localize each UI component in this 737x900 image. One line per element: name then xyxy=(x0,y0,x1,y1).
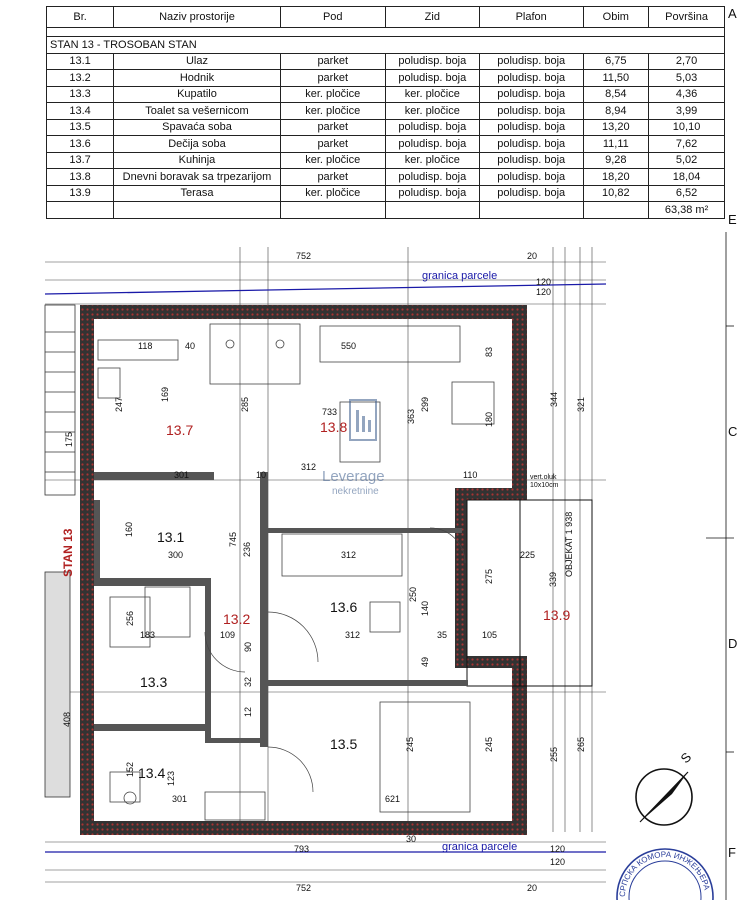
dim: 312 xyxy=(301,462,317,472)
frame-letter-a: A xyxy=(728,6,737,21)
cell-naziv: Kupatilo xyxy=(114,86,281,103)
dim: 120 xyxy=(550,857,566,867)
cell-br: 13.9 xyxy=(47,185,114,202)
cell-naziv: Ulaz xyxy=(114,53,281,70)
dim: 90 xyxy=(243,641,253,652)
vert-note-1: vert.oluk xyxy=(530,474,557,481)
dim: 105 xyxy=(482,630,498,640)
cell-pod: ker. pločice xyxy=(280,86,385,103)
section-title: STAN 13 - TROSOBAN STAN xyxy=(47,37,725,54)
room-label-13-1: 13.1 xyxy=(157,529,185,545)
dim: 49 xyxy=(420,656,430,667)
vert-note-2: 10x10cm xyxy=(530,482,559,489)
dim: 40 xyxy=(185,341,196,351)
cell-br: 13.5 xyxy=(47,119,114,136)
room-label-13-5: 13.5 xyxy=(330,736,358,752)
objekat-label: OBJEKAT 1 938 xyxy=(564,511,574,577)
dim: 183 xyxy=(140,630,156,640)
room-label-13-9: 13.9 xyxy=(543,607,571,623)
total-area: 63,38 m² xyxy=(649,202,725,219)
dim: 30 xyxy=(406,834,417,844)
right-frame xyxy=(706,232,734,900)
col-obim: Obim xyxy=(583,7,649,28)
parcel-line-top xyxy=(45,284,606,294)
cell-zid: ker. pločice xyxy=(385,86,479,103)
cell-br: 13.7 xyxy=(47,152,114,169)
dim: 120 xyxy=(536,287,552,297)
dim: 225 xyxy=(520,550,536,560)
cell-plafon: poludisp. boja xyxy=(479,53,583,70)
table-row xyxy=(47,152,725,169)
section-row xyxy=(47,37,725,54)
dim: 140 xyxy=(420,600,430,616)
dim: 120 xyxy=(536,277,552,287)
col-povrsina: Površina xyxy=(649,7,725,28)
table-row xyxy=(47,185,725,202)
watermark-brand: Leverage xyxy=(322,468,385,485)
north-arrow xyxy=(636,749,694,825)
cell-pod: ker. pločice xyxy=(280,152,385,169)
stamp-text: СРПСКА КОМОРА ИНЖЕЊЕРА xyxy=(617,849,712,898)
spacer-row xyxy=(47,28,725,37)
cell-zid: poludisp. boja xyxy=(385,53,479,70)
exterior-walls xyxy=(80,305,527,835)
dim: 733 xyxy=(322,407,338,417)
room-label-13-4: 13.4 xyxy=(138,765,166,781)
dim: 245 xyxy=(405,736,415,752)
furniture xyxy=(98,324,494,820)
cell-obim: 9,28 xyxy=(583,152,649,169)
dim: 118 xyxy=(138,341,153,351)
empty-cell xyxy=(583,202,649,219)
dim: 363 xyxy=(406,408,416,424)
dim: 300 xyxy=(168,550,184,560)
dim: 20 xyxy=(527,251,538,261)
empty-cell xyxy=(385,202,479,219)
cell-naziv: Toalet sa vešernicom xyxy=(114,103,281,120)
dim: 344 xyxy=(549,391,559,407)
frame-letter-c: C xyxy=(728,424,737,439)
cell-plafon: poludisp. boja xyxy=(479,86,583,103)
north-letter: S xyxy=(677,749,695,767)
dimension-labels xyxy=(138,251,565,893)
empty-cell xyxy=(479,202,583,219)
dim: 247 xyxy=(114,396,124,412)
cell-povrsina: 5,02 xyxy=(649,152,725,169)
dim: 312 xyxy=(341,550,357,560)
cell-povrsina: 5,03 xyxy=(649,70,725,87)
cell-naziv: Hodnik xyxy=(114,70,281,87)
dim: 299 xyxy=(420,396,430,412)
dim: 752 xyxy=(296,251,312,261)
cell-pod: parket xyxy=(280,70,385,87)
table-row xyxy=(47,136,725,153)
dim: 169 xyxy=(160,386,170,402)
cell-povrsina: 4,36 xyxy=(649,86,725,103)
cell-obim: 8,54 xyxy=(583,86,649,103)
dim: 32 xyxy=(243,676,253,687)
dim: 12 xyxy=(243,706,253,717)
dim: 312 xyxy=(345,630,361,640)
cell-zid: poludisp. boja xyxy=(385,119,479,136)
apartment-label: STAN 13 xyxy=(61,528,75,577)
cell-naziv: Dečija soba xyxy=(114,136,281,153)
cell-povrsina: 18,04 xyxy=(649,169,725,186)
dim: 35 xyxy=(437,630,448,640)
cell-obim: 6,75 xyxy=(583,53,649,70)
dim: 321 xyxy=(576,396,586,412)
table-row xyxy=(47,103,725,120)
empty-cell xyxy=(47,202,114,219)
cell-pod: parket xyxy=(280,53,385,70)
cell-naziv: Dnevni boravak sa trpezarijom xyxy=(114,169,281,186)
cell-plafon: poludisp. boja xyxy=(479,103,583,120)
col-pod: Pod xyxy=(280,7,385,28)
dim: 120 xyxy=(550,844,566,854)
dim: 20 xyxy=(527,883,538,893)
dim: 255 xyxy=(549,746,559,762)
cell-plafon: poludisp. boja xyxy=(479,119,583,136)
dim: 152 xyxy=(125,761,135,777)
cell-plafon: poludisp. boja xyxy=(479,169,583,186)
cell-zid: poludisp. boja xyxy=(385,136,479,153)
cell-obim: 10,82 xyxy=(583,185,649,202)
watermark-sub: nekretnine xyxy=(332,486,379,497)
cell-plafon: poludisp. boja xyxy=(479,70,583,87)
total-row xyxy=(47,202,725,219)
col-plafon: Plafon xyxy=(479,7,583,28)
frame-letter-f: F xyxy=(728,845,736,860)
dim: 236 xyxy=(242,541,252,557)
empty-cell xyxy=(114,202,281,219)
dim: 160 xyxy=(124,521,134,537)
cell-plafon: poludisp. boja xyxy=(479,152,583,169)
dim: 301 xyxy=(172,794,188,804)
dim: 256 xyxy=(125,610,135,626)
empty-cell xyxy=(280,202,385,219)
cell-pod: ker. pločice xyxy=(280,103,385,120)
parcel-label-bottom: granica parcele xyxy=(442,841,518,853)
room-table xyxy=(46,6,725,219)
dim: 752 xyxy=(296,883,312,893)
room-label-13-3: 13.3 xyxy=(140,674,168,690)
room-label-13-2: 13.2 xyxy=(223,611,251,627)
dim: 245 xyxy=(484,736,494,752)
cell-zid: ker. pločice xyxy=(385,152,479,169)
col-zid: Zid xyxy=(385,7,479,28)
dim: 745 xyxy=(228,531,238,547)
room-label-13-6: 13.6 xyxy=(330,599,358,615)
cell-br: 13.8 xyxy=(47,169,114,186)
room-label-13-7: 13.7 xyxy=(166,422,194,438)
table-row xyxy=(47,169,725,186)
cell-zid: ker. pločice xyxy=(385,103,479,120)
cell-pod: ker. pločice xyxy=(280,185,385,202)
dim: 339 xyxy=(548,571,558,587)
table-row xyxy=(47,53,725,70)
cell-br: 13.4 xyxy=(47,103,114,120)
dim: 275 xyxy=(484,568,494,584)
dim: 110 xyxy=(463,470,478,480)
dim: 10 xyxy=(256,470,267,480)
cell-zid: poludisp. boja xyxy=(385,70,479,87)
cell-obim: 11,50 xyxy=(583,70,649,87)
dim: 109 xyxy=(220,630,236,640)
table-row xyxy=(47,86,725,103)
dim: 793 xyxy=(294,844,310,854)
dim: 301 xyxy=(174,470,190,480)
cell-povrsina: 3,99 xyxy=(649,103,725,120)
cell-plafon: poludisp. boja xyxy=(479,136,583,153)
parcel-label-top: granica parcele xyxy=(422,270,498,282)
cell-br: 13.2 xyxy=(47,70,114,87)
dim: 175 xyxy=(64,431,74,447)
col-br: Br. xyxy=(47,7,114,28)
cell-obim: 11,11 xyxy=(583,136,649,153)
cell-povrsina: 10,10 xyxy=(649,119,725,136)
cell-br: 13.1 xyxy=(47,53,114,70)
cell-obim: 13,20 xyxy=(583,119,649,136)
frame-letter-d: D xyxy=(728,636,737,651)
engineer-stamp xyxy=(617,849,713,900)
dim: 550 xyxy=(341,341,357,351)
cell-zid: poludisp. boja xyxy=(385,185,479,202)
table-header-row xyxy=(47,7,725,28)
cell-naziv: Kuhinja xyxy=(114,152,281,169)
cell-plafon: poludisp. boja xyxy=(479,185,583,202)
cell-naziv: Spavaća soba xyxy=(114,119,281,136)
cell-obim: 8,94 xyxy=(583,103,649,120)
cell-povrsina: 2,70 xyxy=(649,53,725,70)
col-naziv: Naziv prostorije xyxy=(114,7,281,28)
table-row xyxy=(47,70,725,87)
dim: 250 xyxy=(408,586,418,602)
svg-text:СРПСКА КОМОРА ИНЖЕЊЕРА xyxy=(618,850,712,897)
cell-obim: 18,20 xyxy=(583,169,649,186)
dim: 621 xyxy=(385,794,401,804)
dim: 180 xyxy=(484,411,494,427)
room-label-13-8: 13.8 xyxy=(320,419,348,435)
dim: 408 xyxy=(62,711,72,727)
room-labels-dark xyxy=(138,529,357,781)
table-row xyxy=(47,119,725,136)
dim: 123 xyxy=(166,770,176,786)
cell-povrsina: 6,52 xyxy=(649,185,725,202)
cell-pod: parket xyxy=(280,136,385,153)
room-labels xyxy=(166,419,570,627)
cell-pod: parket xyxy=(280,119,385,136)
cell-pod: parket xyxy=(280,169,385,186)
cell-naziv: Terasa xyxy=(114,185,281,202)
cell-br: 13.6 xyxy=(47,136,114,153)
dim: 265 xyxy=(576,736,586,752)
cell-br: 13.3 xyxy=(47,86,114,103)
cell-povrsina: 7,62 xyxy=(649,136,725,153)
dim: 83 xyxy=(484,346,494,357)
floor-plan xyxy=(0,232,734,900)
dim: 285 xyxy=(240,396,250,412)
frame-letter-e: E xyxy=(728,212,737,227)
cell-zid: poludisp. boja xyxy=(385,169,479,186)
